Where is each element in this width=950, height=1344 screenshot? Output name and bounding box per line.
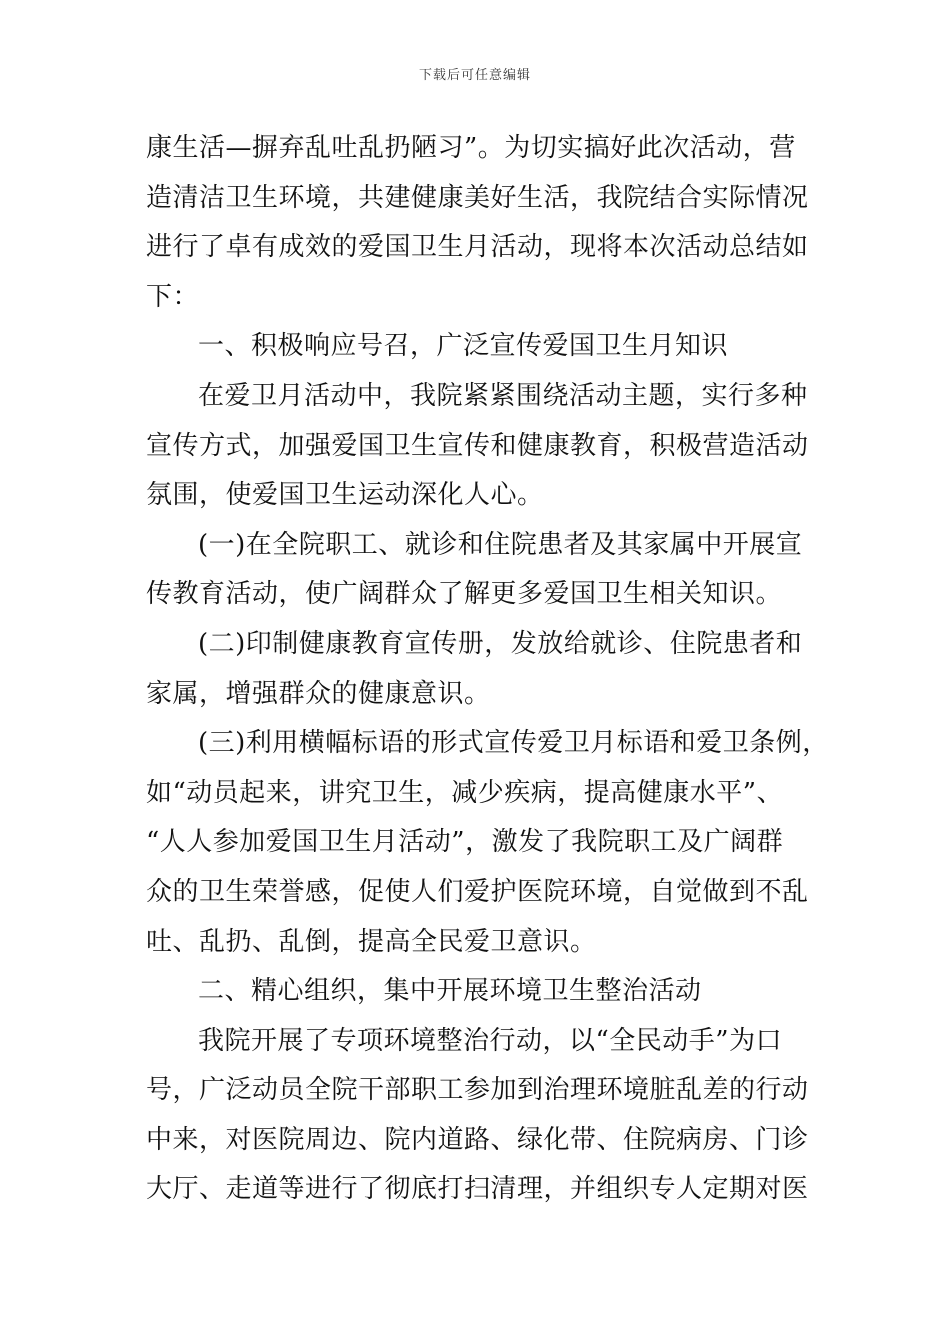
text-line: 众的卫生荣誉感，促使人们爱护医院环境，自觉做到不乱 <box>146 876 809 907</box>
list-item-1: (一)在全院职工、就诊和住院患者及其家属中开展宣 <box>198 529 803 560</box>
document-body <box>146 124 829 1215</box>
text-line: 如“动员起来，讲究卫生，减少疾病，提高健康水平”、 <box>146 777 784 808</box>
text-line: 吐、乱扔、乱倒，提高全民爱卫意识。 <box>146 926 597 957</box>
section-heading-2: 二、精心组织，集中开展环境卫生整治活动 <box>198 976 702 1007</box>
section-heading-1: 一、积极响应号召，广泛宣传爱国卫生月知识 <box>198 331 729 362</box>
text-line: 号，广泛动员全院干部职工参加到治理环境脏乱差的行动 <box>146 1075 809 1106</box>
text-line: 家属，增强群众的健康意识。 <box>146 678 491 709</box>
text-line: 宣传方式，加强爱国卫生宣传和健康教育，积极营造活动 <box>146 430 809 461</box>
page-header-note: 下载后可任意编辑 <box>418 68 531 83</box>
text-line: 中来，对医院周边、院内道路、绿化带、住院病房、门诊 <box>146 1124 809 1155</box>
text-line: 下： <box>146 281 200 312</box>
text-line: 大厅、走道等进行了彻底打扫清理，并组织专人定期对医 <box>146 1174 809 1205</box>
list-item-3: (三)利用横幅标语的形式宣传爱卫月标语和爱卫条例， <box>198 728 829 759</box>
text-line: 造清洁卫生环境，共建健康美好生活，我院结合实际情况 <box>146 182 809 213</box>
text-line: 康生活—摒弃乱吐乱扔陋习”。为切实搞好此次活动，营 <box>146 133 796 163</box>
text-line: 传教育活动，使广阔群众了解更多爱国卫生相关知识。 <box>146 579 783 610</box>
list-item-2: (二)印制健康教育宣传册，发放给就诊、住院患者和 <box>198 628 803 659</box>
text-line: 进行了卓有成效的爱国卫生月活动，现将本次活动总结如 <box>146 232 809 263</box>
text-line: 氛围，使爱国卫生运动深化人心。 <box>146 480 544 511</box>
text-line: “人人参加爱国卫生月活动”，激发了我院职工及广阔群 <box>146 827 784 858</box>
text-line: 我院开展了专项环境整治行动，以“全民动手”为口 <box>198 1025 783 1056</box>
text-line: 在爱卫月活动中，我院紧紧围绕活动主题，实行多种 <box>198 380 808 411</box>
